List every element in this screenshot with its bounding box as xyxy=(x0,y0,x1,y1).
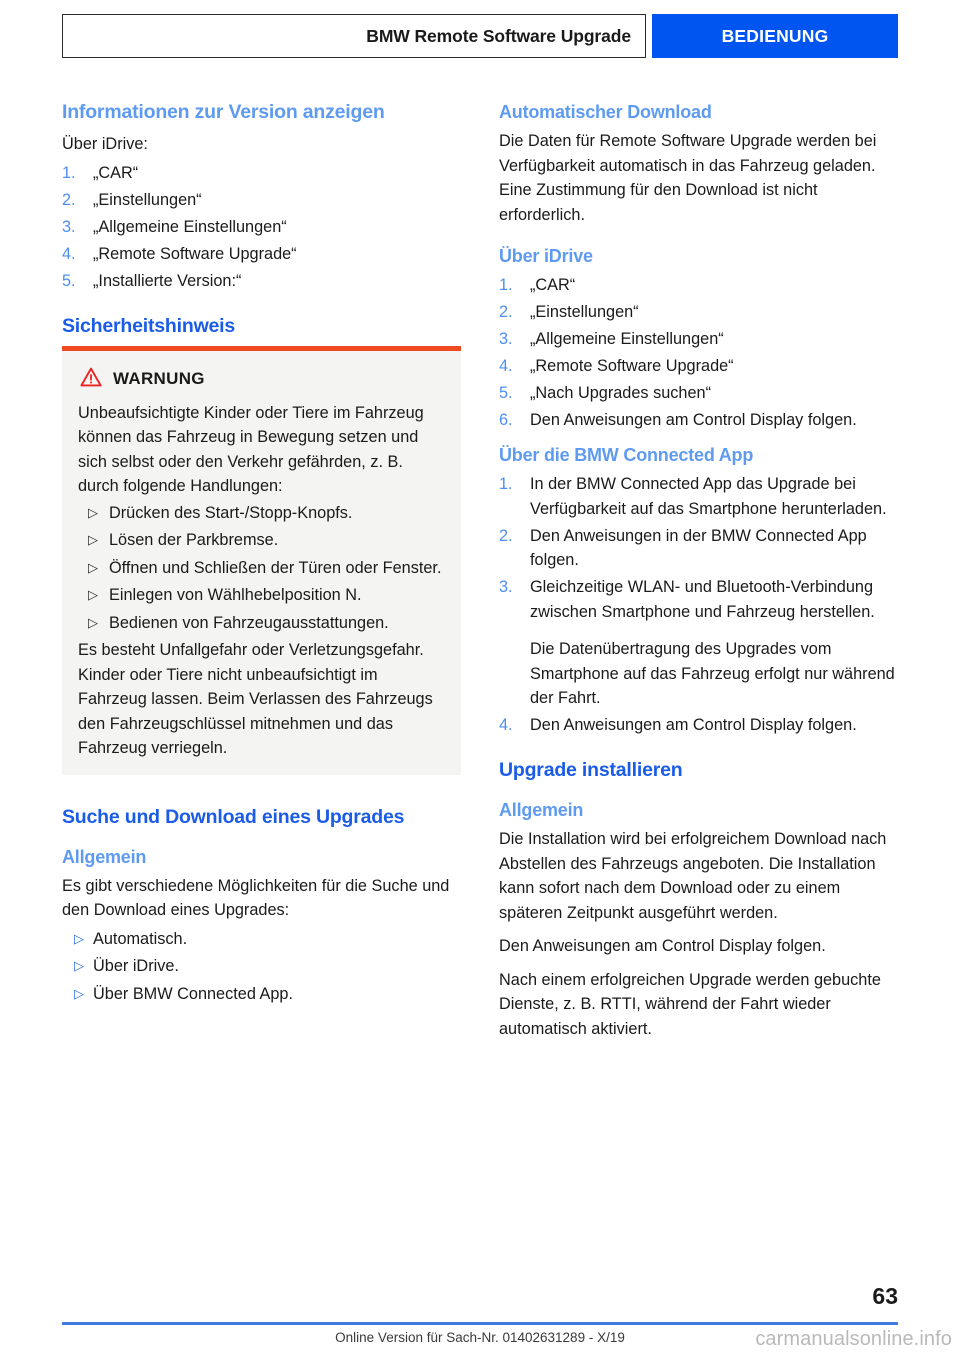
step-number: 5. xyxy=(499,384,513,402)
list-item xyxy=(499,408,898,433)
heading-sicherheitshinweis: Sicherheitshinweis xyxy=(62,314,236,337)
list-idrive-steps xyxy=(499,273,898,433)
text-install-paragraph-1: Die Installation wird bei erfolgreichem Download nach Abstellen des Fahrzeugs angeboten. Die Installation kann sofort nach dem Download oder zu einem späteren Zeitpunkt ausgeführt werden. xyxy=(499,830,887,922)
step-text: „Installierte Version:“ xyxy=(93,271,242,290)
header-title: BMW Remote Software Upgrade xyxy=(366,25,631,46)
spacer xyxy=(499,740,898,758)
warning-triangle-icon xyxy=(80,367,102,392)
footer-note: Online Version für Sach-Nr. 01402631289 - X/19 xyxy=(335,1330,625,1345)
list-item-text: Öffnen und Schließen der Türen oder Fenster. xyxy=(109,558,442,577)
list-item-text: Einlegen von Wählhebelposition N. xyxy=(109,586,362,604)
step-text: „Einstellungen“ xyxy=(93,190,202,209)
step-number: 3. xyxy=(499,578,513,596)
spacer xyxy=(499,790,898,798)
step-number: 3. xyxy=(499,330,513,348)
text-automatischer-download: Die Daten für Remote Software Upgrade werden bei Verfügbarkeit automatisch in das Fahrzeug geladen. Eine Zustimmung für den Download ist nicht erforderlich. xyxy=(499,132,877,224)
spacer xyxy=(499,236,898,244)
step-number: 1. xyxy=(62,163,76,182)
heading-ueber-bmw-connected-app: Über die BMW Connected App xyxy=(499,445,754,465)
step-number: 3. xyxy=(62,217,76,236)
header-section-tab xyxy=(652,14,898,58)
heading-informationen-zur-version: Informationen zur Version anzeigen xyxy=(62,101,385,123)
list-item xyxy=(78,611,445,636)
step-number: 1. xyxy=(499,475,513,493)
list-item xyxy=(78,528,445,553)
step-number: 5. xyxy=(62,271,76,290)
step-text: „Einstellungen“ xyxy=(530,303,639,321)
step-text: Den Anweisungen in der BMW Connected App folgen. xyxy=(530,526,867,569)
list-connected-app-steps xyxy=(499,472,898,738)
text-install-paragraph-3: Nach einem erfolgreichen Upgrade werden gebuchte Dienste, z. B. RTTI, während der Fahrt wieder automatisch aktiviert. xyxy=(499,970,881,1038)
right-column xyxy=(499,100,898,1050)
step-number: 4. xyxy=(62,244,76,263)
step-text: „CAR“ xyxy=(93,163,139,182)
warning-paragraph-1: Unbeaufsichtigte Kinder oder Tiere im Fahrzeug können das Fahrzeug in Bewegung setzen und sich selbst oder den Verkehr gefährden, z. B. durch folgende Handlungen: xyxy=(78,403,424,495)
list-item xyxy=(62,161,461,186)
page-header xyxy=(62,14,898,58)
list-item-text: Automatisch. xyxy=(93,929,188,948)
list-item xyxy=(62,242,461,267)
list-item-text: Über iDrive. xyxy=(93,957,179,975)
list-item xyxy=(62,982,461,1007)
heading-upgrade-installieren: Upgrade installieren xyxy=(499,759,683,781)
step-number: 4. xyxy=(499,716,513,734)
step-text: „Allgemeine Einstellungen“ xyxy=(93,217,287,236)
heading-allgemein-right: Allgemein xyxy=(499,800,584,820)
list-item-text: Bedienen von Fahrzeugausstattungen. xyxy=(109,613,389,632)
list-item xyxy=(499,713,898,738)
heading-ueber-idrive: Über iDrive xyxy=(499,246,593,266)
step-number: 6. xyxy=(499,411,513,429)
spacer xyxy=(62,837,461,845)
step-text: „Remote Software Upgrade“ xyxy=(530,357,734,375)
triangle-bullet-icon: ▷ xyxy=(74,930,84,946)
step-text: „CAR“ xyxy=(530,276,576,294)
list-item-text: Drücken des Start-/Stopp-Knopfs. xyxy=(109,503,353,522)
step-text: Gleichzeitige WLAN- und Bluetooth-Verbindung zwischen Smartphone und Fahrzeug herstellen. xyxy=(530,578,875,621)
triangle-bullet-icon: ▷ xyxy=(88,559,98,575)
step-number: 2. xyxy=(499,303,513,321)
step-number: 2. xyxy=(62,190,76,209)
footer-divider xyxy=(62,1322,898,1325)
heading-allgemein-left: Allgemein xyxy=(62,846,147,867)
list-version-steps xyxy=(62,161,461,294)
list-item xyxy=(62,215,461,240)
spacer xyxy=(499,435,898,443)
list-item xyxy=(499,273,898,298)
spacer xyxy=(62,296,461,314)
list-download-options xyxy=(62,927,461,1007)
step-number: 2. xyxy=(499,526,513,545)
header-title-box xyxy=(62,14,646,58)
heading-automatischer-download: Automatischer Download xyxy=(499,102,712,122)
page-number: 63 xyxy=(872,1283,898,1309)
warning-label: WARNUNG xyxy=(113,369,205,388)
warning-box xyxy=(62,351,461,775)
step-number: 4. xyxy=(499,357,513,375)
list-item xyxy=(78,501,445,526)
list-item xyxy=(499,575,898,711)
step-text: Den Anweisungen am Control Display folgen. xyxy=(530,716,857,734)
triangle-bullet-icon: ▷ xyxy=(74,958,84,973)
watermark: carmanualsonline.info xyxy=(755,1328,952,1350)
warning-paragraph-2: Es besteht Unfallgefahr oder Verletzungsgefahr. Kinder oder Tiere nicht unbeaufsichtigt im Fahrzeug lassen. Beim Verlassen des Fahrzeugs den Fahrzeugschlüssel mitnehmen und das Fahrzeug verriegeln. xyxy=(78,641,433,757)
step-text: „Remote Software Upgrade“ xyxy=(93,244,297,263)
list-item xyxy=(62,927,461,952)
step-number: 1. xyxy=(499,276,513,294)
left-column xyxy=(62,100,461,1050)
list-item xyxy=(62,954,461,979)
step-text: Den Anweisungen am Control Display folgen. xyxy=(530,411,857,429)
triangle-bullet-icon: ▷ xyxy=(88,587,98,602)
list-item xyxy=(499,472,898,521)
header-section-label: BEDIENUNG xyxy=(721,25,829,46)
text-install-paragraph-2: Den Anweisungen am Control Display folgen. xyxy=(499,937,826,955)
list-item xyxy=(499,327,898,352)
step-text: In der BMW Connected App das Upgrade bei Verfügbarkeit auf das Smartphone herunterladen. xyxy=(530,475,887,518)
text-ueber-idrive-intro: Über iDrive: xyxy=(62,135,148,153)
step-text: „Nach Upgrades suchen“ xyxy=(530,384,711,402)
page-content xyxy=(62,100,898,1050)
list-item-text: Lösen der Parkbremse. xyxy=(109,531,279,549)
step-subtext: Die Datenübertragung des Upgrades vom Smartphone auf das Fahrzeug erfolgt nur während der Fahrt. xyxy=(530,640,895,707)
spacer xyxy=(62,775,461,805)
list-item-text: Über BMW Connected App. xyxy=(93,984,293,1003)
triangle-bullet-icon: ▷ xyxy=(74,985,84,1001)
list-item xyxy=(78,583,445,608)
triangle-bullet-icon: ▷ xyxy=(88,614,98,630)
list-item xyxy=(499,354,898,379)
list-item xyxy=(499,524,898,573)
step-text: „Allgemeine Einstellungen“ xyxy=(530,330,724,348)
list-item xyxy=(499,300,898,325)
step-text-wrapper xyxy=(530,575,898,711)
list-item xyxy=(78,556,445,581)
list-item xyxy=(62,269,461,294)
list-item xyxy=(499,381,898,406)
triangle-bullet-icon: ▷ xyxy=(88,532,98,547)
list-item xyxy=(62,188,461,213)
warning-item-list xyxy=(78,501,445,636)
triangle-bullet-icon: ▷ xyxy=(88,504,98,520)
text-allgemein-left: Es gibt verschiedene Möglichkeiten für die Suche und den Download eines Upgrades: xyxy=(62,876,450,919)
heading-suche-und-download: Suche und Download eines Upgrades xyxy=(62,805,405,828)
warning-header xyxy=(80,367,445,392)
